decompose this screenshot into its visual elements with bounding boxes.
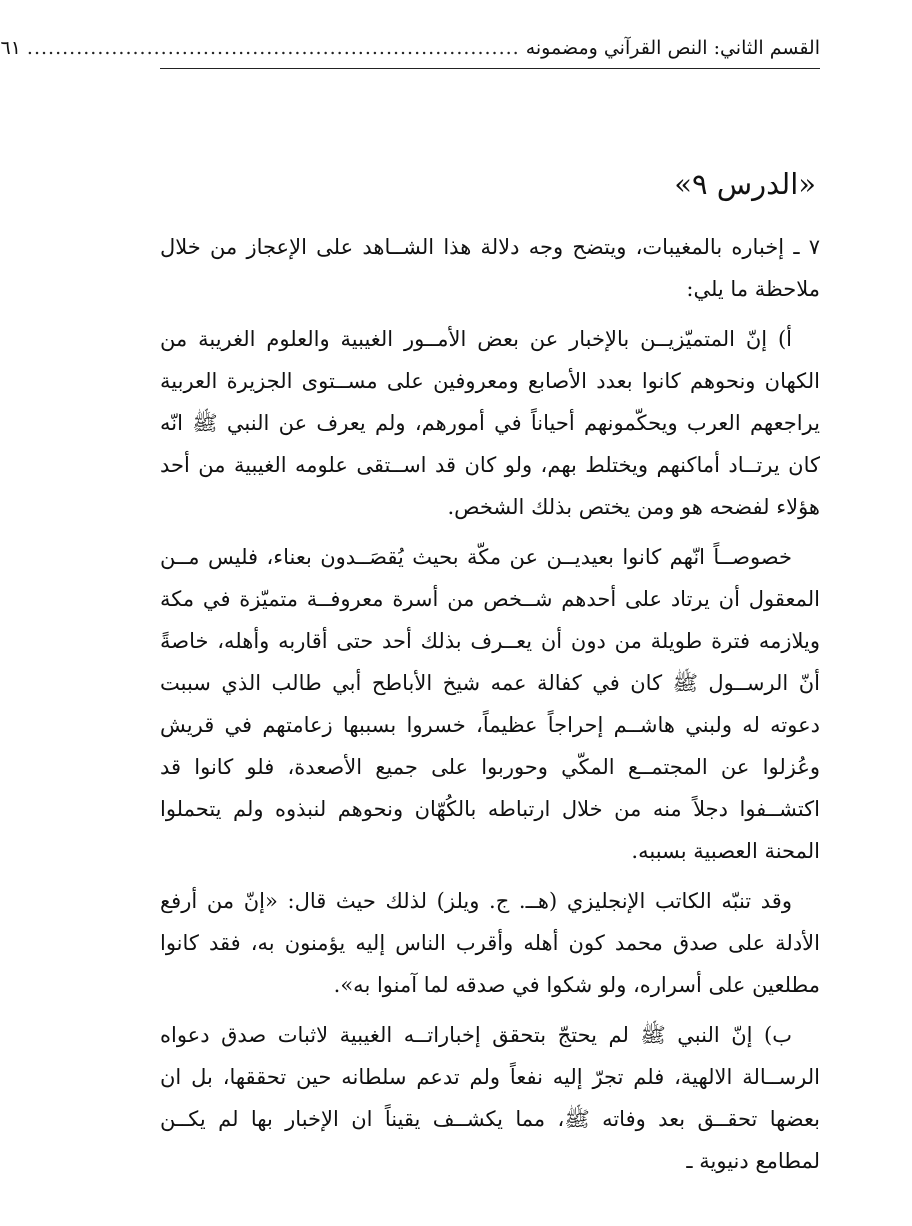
- leader-dots: ......................................................................: [26, 37, 520, 59]
- lesson-title: «الدرس ٩»: [674, 167, 816, 201]
- paragraph-point-b: ب) إنّ النبي ﷺ لم يحتجّ بتحقق إخباراتــه الغيبية لاثبات صدق دعواه الرســالة الالهية، فلم تجرّ إليه نفعاً ولم تدعم سلطانه حين تحققها، بل ان بعضها تحقــق بعد وفاته ﷺ، مما يكشــف يقيناً ان الإخبار بها لم يكــن لمطامع دنيوية ـ: [160, 1023, 820, 1173]
- body-text: [160, 226, 820, 1190]
- running-header: [0, 36, 820, 60]
- header-divider: [160, 68, 820, 69]
- paragraph-intro: ٧ ـ إخباره بالمغيبات، ويتضح وجه دلالة هذا الشــاهد على الإعجاز من خلال ملاحظة ما يلي:: [160, 235, 820, 301]
- paragraph-point-a: أ) إنّ المتميّزيــن بالإخبار عن بعض الأمــور الغيبية والعلوم الغريبة من الكهان ونحوهم كانوا بعدد الأصابع ومعروفين على مســتوى الجزيرة العربية يراجعهم العرب ويحكّمونهم أحياناً في أمورهم، ولم يعرف عن النبي ﷺ انّه كان يرتــاد أماكنهم ويختلط بهم، ولو كان قد اســتقى علومه الغيبية من أحد هؤلاء لفضحه هو ومن يختص بذلك الشخص.: [160, 327, 820, 519]
- paragraph-especially: خصوصــاً انّهم كانوا بعيديــن عن مكّة بحيث يُقصَــدون بعناء، فليس مــن المعقول أن يرتاد على أحدهم شــخص من أسرة معروفــة متميّزة في مكة ويلازمه فترة طويلة من دون أن يعــرف بذلك أحد حتى أقاربه وأهله، خاصةً أنّ الرســول ﷺ كان في كفالة عمه شيخ الأباطح أبي طالب الذي سببت دعوته له ولبني هاشــم إحراجاً عظيماً، خسروا بسببها زعامتهم في قريش وعُزلوا عن المجتمــع المكّي وحوربوا على جميع الأصعدة، فلو كانوا قد اكتشــفوا دجلاً منه من خلال ارتباطه بالكُهّان ونحوهم لنبذوه ولم يتحملوا المحنة العصبية بسببه.: [160, 545, 820, 863]
- page-number: ٦١: [0, 37, 21, 59]
- paragraph-wells-quote: وقد تنبّه الكاتب الإنجليزي (هــ. ج. ويلز) لذلك حيث قال: «إنّ من أرفع الأدلة على صدق محمد كون أهله وأقرب الناس إليه يؤمنون به، فقد كانوا مطلعين على أسراره، ولو شكوا في صدقه لما آمنوا به».: [160, 889, 820, 997]
- section-title: القسم الثاني: النص القرآني ومضمونه: [525, 37, 820, 59]
